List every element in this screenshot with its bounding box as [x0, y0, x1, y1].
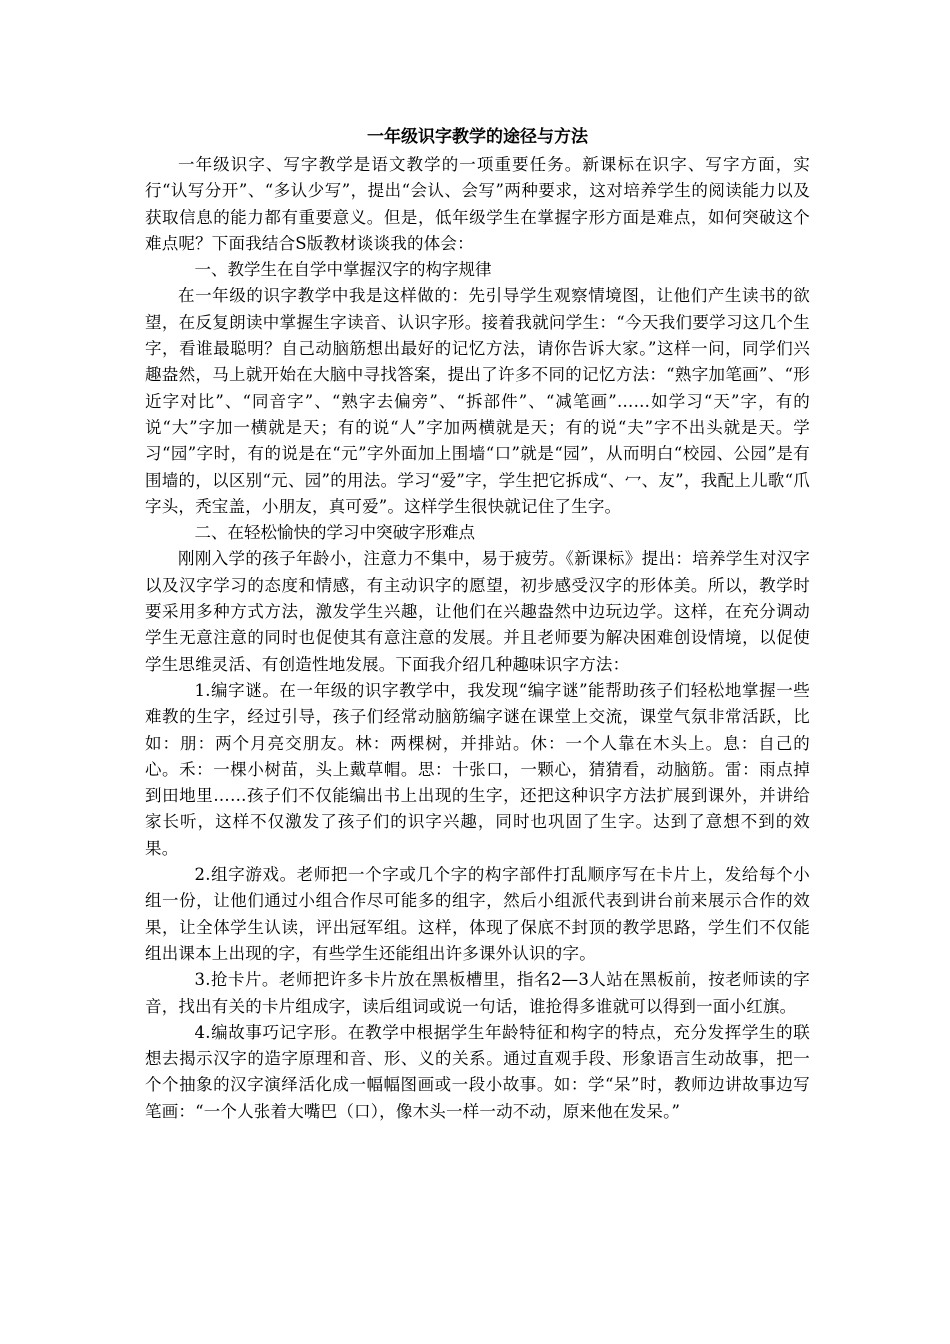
method-item-2: 2.组字游戏。老师把一个字或几个字的构字部件打乱顺序写在卡片上，发给每个小组一份，让他们通过小组合作尽可能多的组字，然后小组派代表到讲台前来展示合作的效果，让全体学生认读，评出冠军组。这样，体现了保底不封顶的教学思路，学生们不仅能组出课本上出现的字，有些学生还能组出许多课外认识的字。	[145, 865, 810, 963]
section-1-paragraph: 在一年级的识字教学中我是这样做的：先引导学生观察情境图，让他们产生读书的欲望，在反复朗读中掌握生字读音、认识字形。接着我就问学生：“今天我们要学习这几个生字，看谁最聪明？自己动脑筋想出最好的记忆方法，请你告诉大家。”这样一问，同学们兴趣盎然，马上就开始在大脑中寻找答案，提出了许多不同的记忆方法：“熟字加笔画”、“形近字对比”、“同音字”、“熟字去偏旁”、“拆部件”、“减笔画”……如学习“天”字，有的说“大”字加一横就是天；有的说“人”字加两横就是天；有的说“夫”字不出头就是天。学习“园”字时，有的说是在“元”字外面加上围墙“口”就是“园”，从而明白“校园、公园”是有围墙的，以区别“元、园”的用法。学习“爱”字，学生把它拆成“、冖、友”，我配上儿歌“爪字头，秃宝盖，小朋友，真可爱”。这样学生很快就记住了生字。	[145, 286, 810, 516]
section-1-heading: 一、教学生在自学中掌握汉字的构字规律	[194, 260, 492, 280]
method-item-4: 4.编故事巧记字形。在教学中根据学生年龄特征和构字的特点，充分发挥学生的联想去揭示汉字的造字原理和音、形、义的关系。通过直观手段、形象语言生动故事，把一个个抽象的汉字演绎活化成一幅幅图画或一段小故事。如：学“呆”时，教师边讲故事边写笔画：“一个人张着大嘴巴（口），像木头一样一动不动，原来他在发呆。”	[145, 1022, 810, 1121]
section-2-heading: 二、在轻松愉快的学习中突破字形难点	[194, 523, 475, 543]
document-page	[145, 122, 810, 1125]
document-title: 一年级识字教学的途径与方法	[367, 127, 588, 147]
section-2-paragraph: 刚刚入学的孩子年龄小，注意力不集中，易于疲劳。《新课标》提出：培养学生对汉字以及汉字学习的态度和情感，有主动识字的愿望，初步感受汉字的形体美。所以，教学时要采用多种方式方法，激发学生兴趣，让他们在兴趣盎然中边玩边学。这样，在充分调动学生无意注意的同时也促使其有意注意的发展。并且老师要为解决困难创设情境，以促使学生思维灵活、有创造性地发展。下面我介绍几种趣味识字方法：	[145, 549, 810, 674]
intro-paragraph: 一年级识字、写字教学是语文教学的一项重要任务。新课标在识字、写字方面，实行“认写分开”、“多认少写”，提出“会认、会写”两种要求，这对培养学生的阅读能力以及获取信息的能力都有重要意义。但是，低年级学生在掌握字形方面是难点，如何突破这个难点呢？下面我结合S版教材谈谈我的体会：	[145, 155, 810, 253]
method-item-3: 3.抢卡片。老师把许多卡片放在黑板槽里，指名2—3人站在黑板前，按老师读的字音，找出有关的卡片组成字，读后组词或说一句话，谁抢得多谁就可以得到一面小红旗。	[145, 970, 810, 1016]
method-item-1: 1.编字谜。在一年级的识字教学中，我发现“编字谜”能帮助孩子们轻松地掌握一些难教的生字，经过引导，孩子们经常动脑筋编字谜在课堂上交流，课堂气氛非常活跃，比如：朋：两个月亮交朋友。林：两棵树，并排站。休：一个人靠在木头上。息：自己的心。禾：一棵小树苗，头上戴草帽。思：十张口，一颗心，猜猜看，动脑筋。雷：雨点掉到田地里……孩子们不仅能编出书上出现的生字，还把这种识字方法扩展到课外，并讲给家长听，这样不仅激发了孩子们的识字兴趣，同时也巩固了生字。达到了意想不到的效果。	[145, 680, 810, 858]
